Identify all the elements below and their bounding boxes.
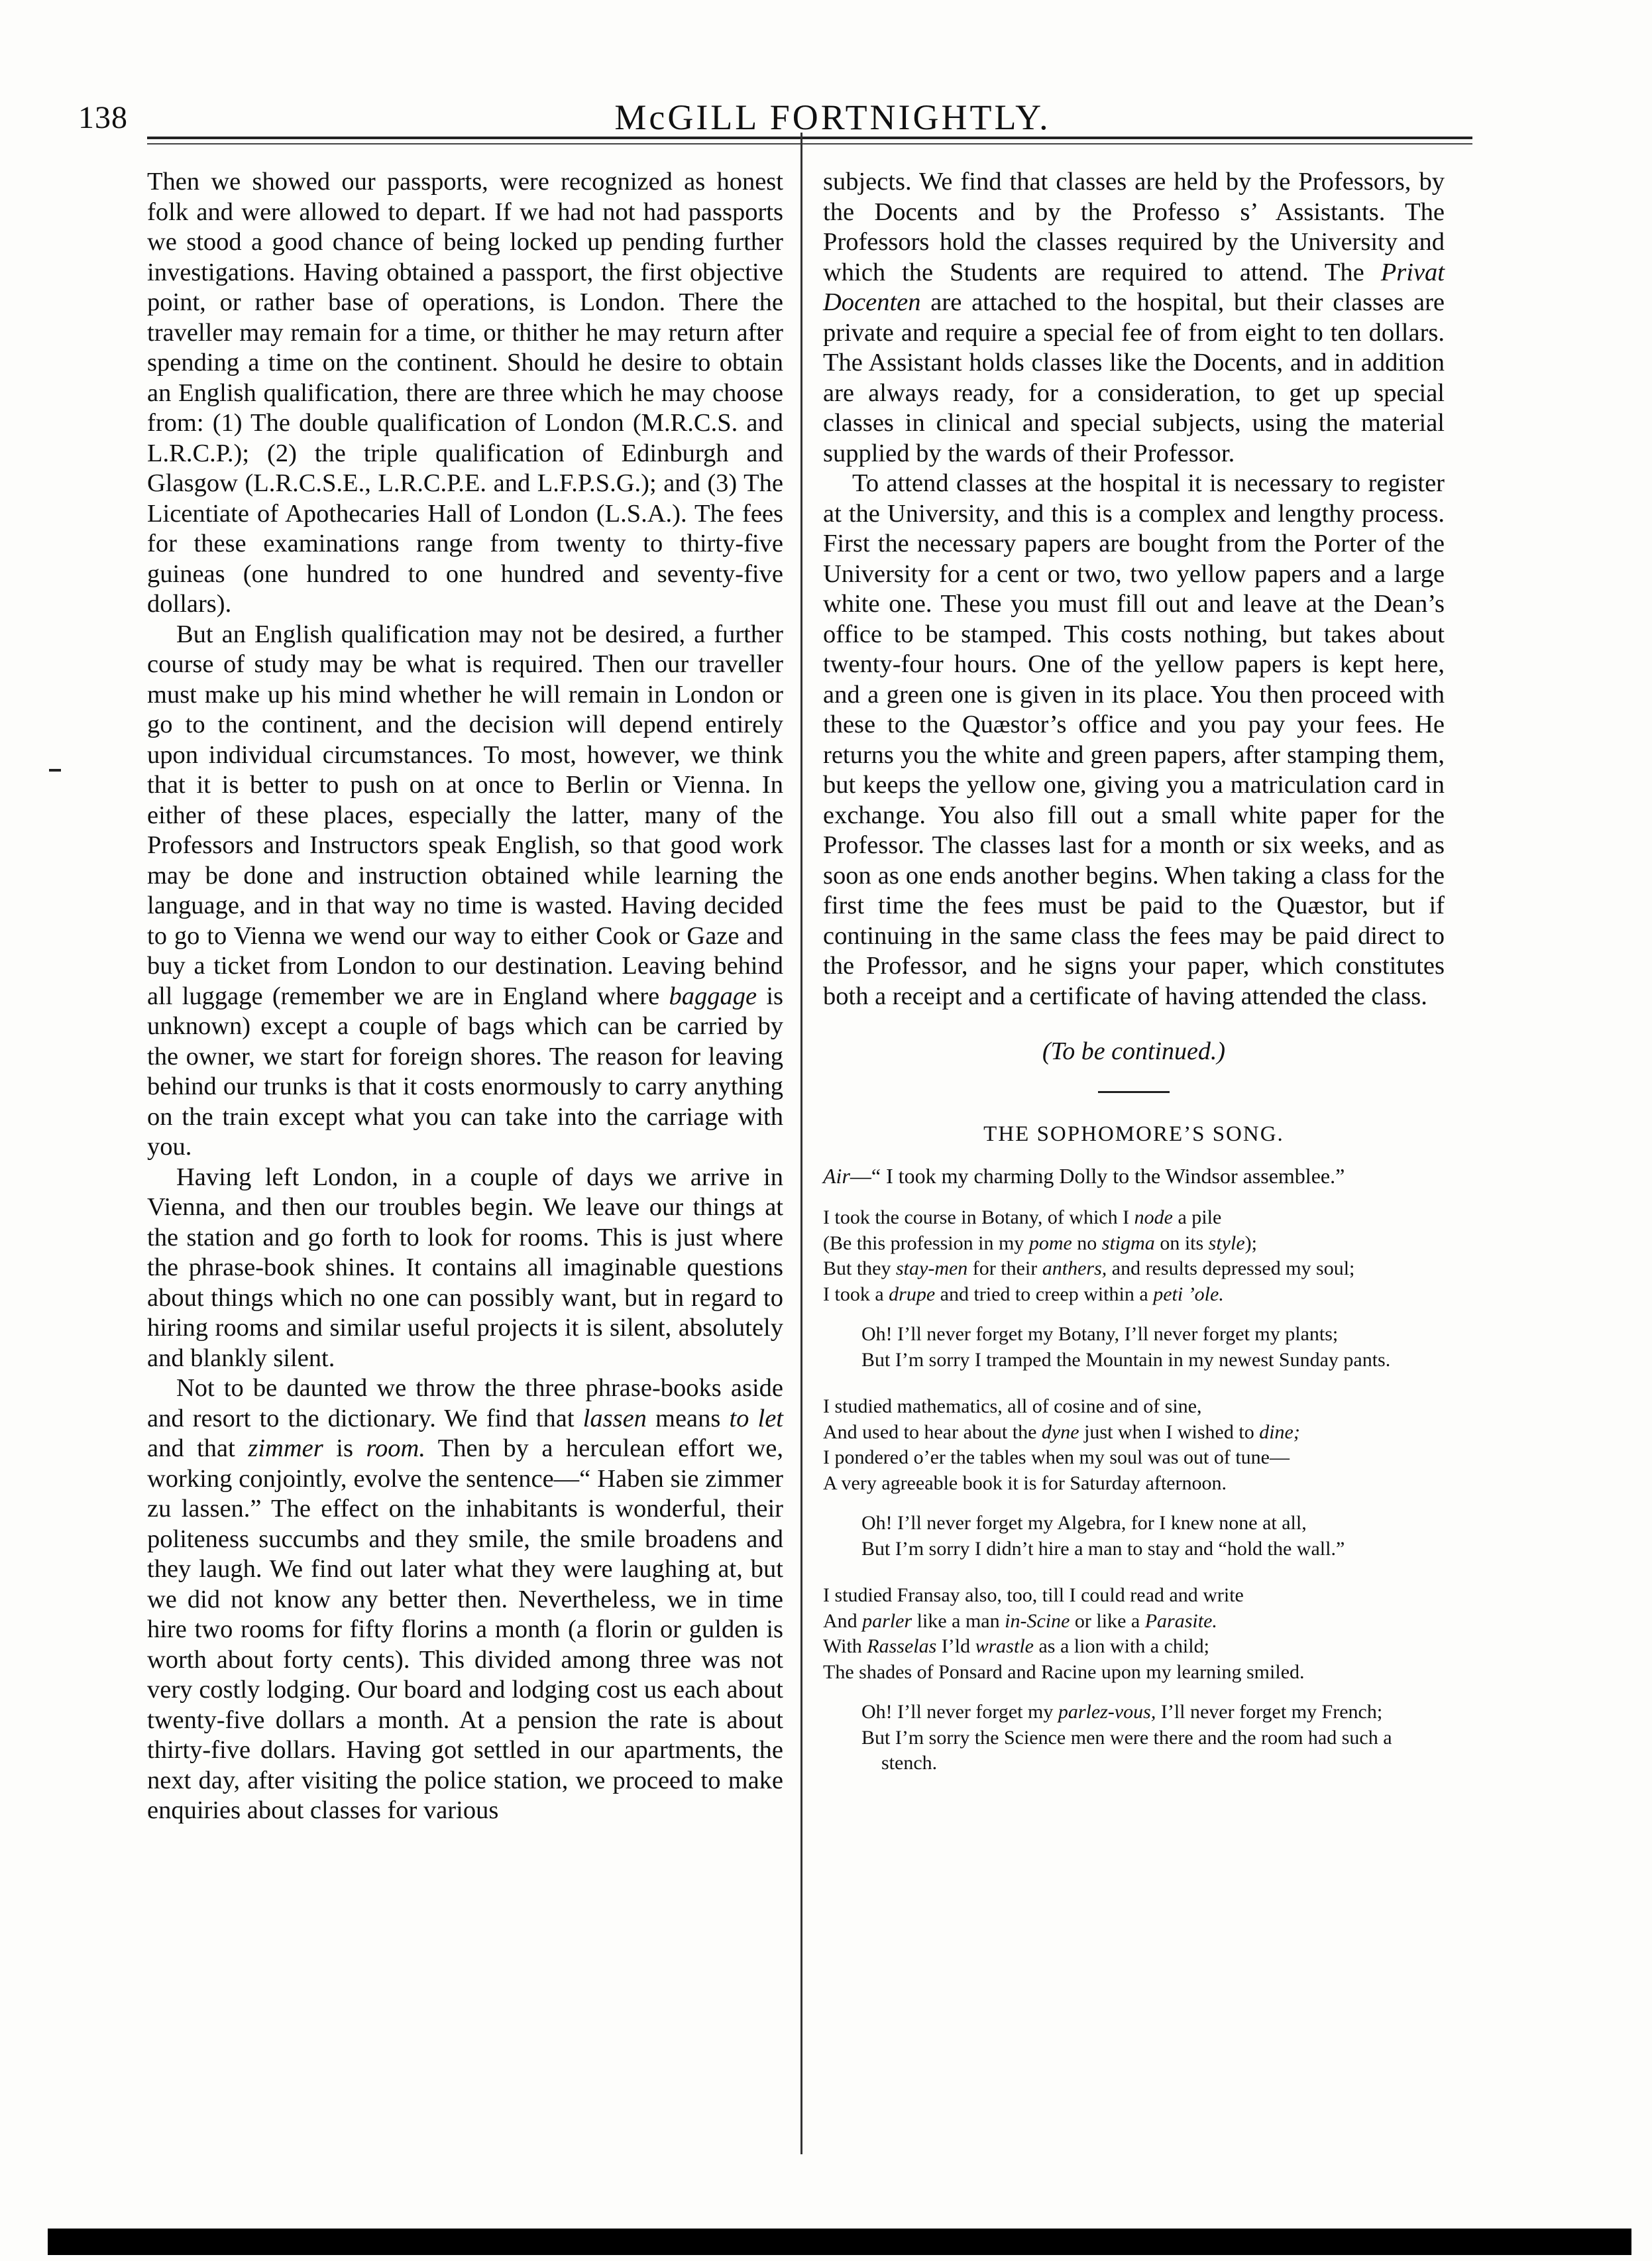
italic-text: Parasite. [1144,1609,1217,1632]
italic-text: lassen [582,1404,647,1432]
text-run: and that [147,1434,248,1462]
italic-text: dine; [1259,1420,1300,1443]
text-run: is [323,1434,366,1462]
verse-line [823,1445,1445,1471]
text-run: The shades of Ponsard and Racine upon my learning smiled. [823,1660,1305,1683]
verse-line [823,1634,1445,1660]
paragraph [147,1163,783,1374]
paragraph [147,620,783,1163]
right-column-paragraphs [823,167,1445,1012]
italic-text: Privat Docenten [823,258,1445,316]
text-run: I pondered o’er the tables when my soul was out of tune— [823,1446,1290,1468]
bottom-bar [48,2229,1631,2255]
text-run: on its [1154,1232,1209,1254]
right-column [823,167,1445,1798]
running-title: McGILL FORTNIGHTLY. [614,97,1051,137]
text-run: is unknown) except a couple of bags which can be carried by the owner, we start for foreign shores. The reason for leaving behind our trunks is that it costs enormously to carry anything on the train except what you can take into the carriage with you. [147,982,783,1161]
text-run: With [823,1635,867,1657]
text-run: just when I wished to [1079,1420,1260,1443]
verse-line [823,1471,1445,1497]
text-run: Having left London, in a couple of days we arrive in Vienna, and then our troubles begin. We leave our things at the station and go forth to look for rooms. This is just where the phrase-book shines. It contains all imaginable questions about things which no one can possibly want, but in regard to hiring rooms and similar useful projects it is silent, absolutely and blankly silent. [147,1163,783,1372]
to-be-continued: (To be continued.) [1042,1037,1226,1065]
italic-text: anthers, [1042,1257,1107,1279]
text-run: But they [823,1257,896,1279]
text-run: Not to be daunted we throw the three phrase-books aside and resort to the dictionary. We find that [147,1374,783,1432]
text-run: I took the course in Botany, of which I [823,1206,1134,1228]
header-rule-thin [147,143,1472,145]
italic-text: Rasselas [867,1635,937,1657]
text-run: A very agreeable book it is for Saturday afternoon. [823,1472,1227,1494]
text-run: And used to hear about the [823,1420,1042,1443]
column-divider [800,133,802,2154]
text-run: and results depressed my soul; [1107,1257,1355,1279]
verse-line [823,1609,1445,1635]
text-run: no [1072,1232,1102,1254]
header-rule [147,137,1472,139]
text-run: I took a [823,1283,889,1305]
text-run: for their [967,1257,1042,1279]
italic-text: stigma [1101,1232,1155,1254]
verse-line [823,1583,1445,1609]
song-title: THE SOPHOMORE’S SONG. [983,1122,1284,1146]
song-chorus [861,1322,1445,1373]
text-run: Then by a herculean effort we, working conjointly, evolve the sentence—“ Haben sie zimmer zu lassen.” The effect on the inhabitants is wonderful, their politeness succumbs and they smile, the smile broadens and they laugh. We find out later what they were laughing at, but we did not know any better then. Nevertheless, we in time hire two rooms for fifty florins a month (a florin or gulden is worth about forty cents). This divided among three was not very costly lodging. Our board and lodging cost us each about twenty-five dollars a month. At a pension the rate is about thirty-five dollars. Having got settled in our apartments, the next day, after visiting the police station, we proceed to make enquiries about classes for various [147,1434,784,1824]
italic-text: parlez-vous, [1058,1701,1156,1723]
text-run: (Be this profession in my [823,1232,1029,1254]
margin-mark [49,769,61,772]
text-run: —“ I took my charming Dolly to the Windsor assemblee.” [850,1164,1345,1188]
text-run: Oh! I’ll never forget my Botany, I’ll never forget my plants; [861,1323,1339,1345]
italic-text: zimmer [248,1434,323,1462]
song-verse [823,1205,1445,1307]
text-run: But I’m sorry I didn’t hire a man to stay and “hold the wall.” [861,1537,1345,1560]
verse-line [823,1256,1445,1282]
chorus-line [861,1348,1445,1373]
text-run: I’ll never forget my French; [1156,1701,1383,1723]
song-body [823,1205,1445,1776]
text-run: Then we showed our passports, were recognized as honest folk and were allowed to depart. If we had not had passports we stood a good chance of being locked up pending further investigations. Having obtained a passport, the first objective point, or rather base of operations, is London. There the traveller may remain for a time, or thither he may return after spending a time on the continent. Should he desire to obtain an English qualification, there are three which he may choose from: (1) The double qualification of London (M.R.C.S. and L.R.C.P.); (2) the triple qualification of Edinburgh and Glasgow (L.R.C.S.E., L.R.C.P.E. and L.F.P.S.G.); and (3) The Licentiate of Apothecaries Hall of London (L.S.A.). The fees for these examinations range from twenty to thirty-five guineas (one hundred to one hundred and seventy-five dollars). [147,168,783,618]
verse-line [823,1420,1445,1446]
song-verse [823,1583,1445,1685]
section-rule [1098,1091,1170,1093]
page-number: 138 [78,100,128,135]
paragraph [147,1373,783,1826]
paragraph [823,167,1445,469]
chorus-line [861,1725,1445,1776]
text-run: But I’m sorry I tramped the Mountain in my newest Sunday pants. [861,1348,1391,1371]
verse-line [823,1231,1445,1257]
verse-line [823,1282,1445,1308]
text-run: But I’m sorry the Science men were there and the room had such a stench. [861,1726,1392,1774]
italic-text: node [1134,1206,1173,1228]
text-run: means [646,1404,730,1432]
italic-text: baggage [669,982,757,1010]
text-run: or like a [1070,1609,1145,1632]
text-run: To attend classes at the hospital it is necessary to register at the University, and this is a complex and lengthy process. First the necessary papers are bought from the Porter of the University for a cent or two, two yellow papers and a large white one. These you must fill out and leave at the Dean’s office to be stamped. This costs nothing, but takes about twenty-four hours. One of the yellow papers is kept here, and a green one is given in its place. You then proceed with these to the Quæstor’s office and you pay your fees. He returns you the white and green papers, after stamping them, but keeps the yellow one, giving you a matriculation card in exchange. You also fill out a small white paper for the Professor. The classes last for a month or six weeks, and as soon as one ends another begins. When taking a class for the first time the fees must be paid to the Quæstor, but if continuing in the same class the fees may be paid direct to the Professor, and he signs your paper, which constitutes both a receipt and a certificate of having attended the class. [823,469,1445,1010]
verse-line [823,1205,1445,1231]
text-run: Oh! I’ll never forget my [861,1701,1058,1723]
text-run: a pile [1172,1206,1222,1228]
text-run: subjects. We find that classes are held by the Professors, by the Docents and by the Professo s’ Assistants. The Professors hold the classes required by the University and which the Students are required to attend. The [823,168,1445,286]
chorus-line [861,1511,1445,1536]
italic-text: to let [729,1404,783,1432]
chorus-line [861,1700,1445,1725]
chorus-line [861,1322,1445,1348]
text-run: ); [1244,1232,1257,1254]
italic-text: pome [1028,1232,1072,1254]
italic-text: dyne [1041,1420,1079,1443]
text-run: like a man [912,1609,1005,1632]
text-run: I studied mathematics, all of cosine and of sine, [823,1395,1202,1417]
song-air [823,1163,1445,1189]
italic-text: parler [862,1609,912,1632]
left-column [147,167,783,1826]
verse-line [823,1660,1445,1686]
song-verse [823,1394,1445,1496]
italic-text: room. [366,1434,425,1462]
text-run: as a lion with a child; [1033,1635,1209,1657]
italic-text: style [1208,1232,1245,1254]
italic-text: Air [823,1164,850,1188]
chorus-line [861,1536,1445,1562]
paragraph [823,469,1445,1012]
song-chorus [861,1700,1445,1776]
text-run: are attached to the hospital, but their classes are private and require a special fee of from eight to ten dollars. The Assistant holds classes like the Docents, and in addition are always ready, for a consideration, to get up special classes in clinical and special subjects, using the material supplied by the wards of their Professor. [823,288,1445,467]
italic-text: drupe [889,1283,936,1305]
italic-text: stay-men [896,1257,968,1279]
text-run: And [823,1609,863,1632]
song-chorus [861,1511,1445,1562]
italic-text: in-Scine [1005,1609,1070,1632]
text-run: I’ld [936,1635,975,1657]
italic-text: peti ’ole. [1153,1283,1224,1305]
verse-line [823,1394,1445,1420]
paragraph [147,167,783,620]
text-run: Oh! I’ll never forget my Algebra, for I knew none at all, [861,1512,1307,1534]
text-run: But an English qualification may not be desired, a further course of study may be what is required. Then our traveller must make up his mind whether he will remain in London or go to the continent, and the decision will depend entirely upon individual circumstances. To most, however, we think that it is better to push on at once to Berlin or Vienna. In either of these places, especially the latter, many of the Professors and Instructors speak English, so that good work may be done and instruction obtained while learning the language, and in that way no time is wasted. Having decided to go to Vienna we wend our way to either Cook or Gaze and buy a ticket from London to our destination. Leaving behind all luggage (remember we are in England where [147,620,783,1010]
italic-text: wrastle [975,1635,1034,1657]
text-run: I studied Fransay also, too, till I could read and write [823,1584,1244,1606]
text-run: and tried to creep within a [935,1283,1154,1305]
